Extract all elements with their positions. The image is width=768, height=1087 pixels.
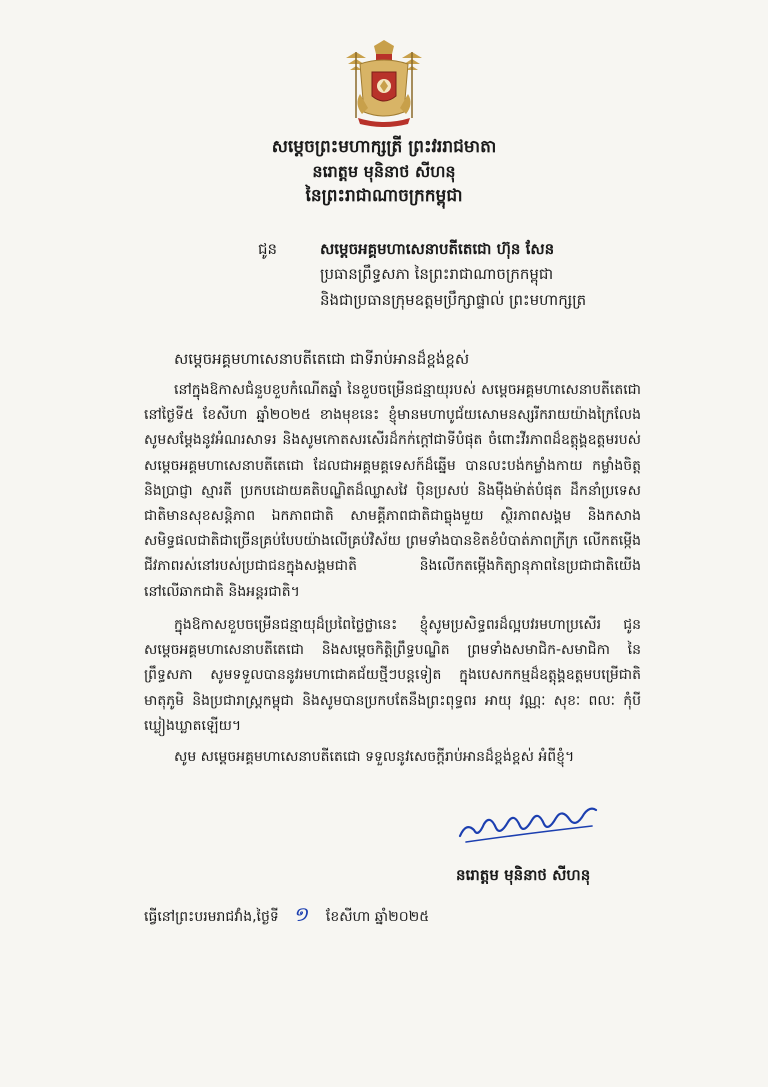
signer-name: នរោត្តម មុនិនាថ សីហនុ [456, 866, 591, 884]
handwritten-signature-icon [452, 800, 602, 848]
salutation: សម្ដេចអគ្គមហាសេនាបតីតេជោ ជាទីរាប់អានដ៏ខ្ពង់ខ្ពស់ [174, 350, 470, 368]
date-day: ១ [292, 902, 308, 926]
sender-kingdom: នៃព្រះរាជាណាចក្រកម្ពុជា [305, 186, 463, 206]
sender-name: នរោត្តម មុនិនាថ សីហនុ [312, 162, 456, 181]
date-line [144, 901, 429, 931]
date-prefix: ធ្វើនៅព្រះបរមរាជវាំង,ថ្ងៃទី [144, 909, 279, 925]
recipient-title-1: ប្រធានព្រឹទ្ធសភា នៃព្រះរាជាណាចក្រកម្ពុជា [320, 265, 554, 283]
to-label: ជូន [258, 240, 278, 258]
recipient-name: សម្ដេចអគ្គមហាសេនាបតីតេជោ ហ៊ុន សែន [320, 240, 555, 258]
body-paragraph-1: នៅក្នុងឱកាសជំនួបខួបកំណើតឆ្នាំ នៃខួបចម្រើនជន្មាយុរបស់ សម្ដេចអគ្គមហាសេនាបតីតេជោ នៅថ្ងៃទី៥ ខែសីហា ឆ្នាំ២០២៥ ខាងមុខនេះ ខ្ញុំមានមហាបូជ័យសោមនស្សរីករាយយ៉ាងក្រៃលែង សូមសម្ដែងនូវអំណរសាទរ និងសូមកោតសរសើរដ៏កក់ក្ដៅជាទីបំផុត ចំពោះវីរភាពដ៏ឧត្តុង្គឧត្តមរបស់ សម្ដេចអគ្គមហាសេនាបតីតេជោ ដែលជាអគ្គមគ្គទេសក៍ដ៏ឆ្នើម បានលះបង់កម្លាំងកាយ កម្លាំងចិត្ត និងប្រាជ្ញា ស្មារតី ប្រកបដោយគតិបណ្ឌិតដ៏ឈ្លាសវៃ ប៉ិនប្រសប់ និងម៉ឺងម៉ាត់បំផុត ដឹកនាំប្រទេសជាតិមានសុខសន្តិភាព ឯកភាពជាតិ សាមគ្គីភាពជាតិជាធ្លុងមួយ ស្ថិរភាពសង្គម និងកសាងសមិទ្ធផលជាតិជាច្រើនគ្រប់បែបយ៉ាងលើគ្រប់វិស័យ ព្រមទាំងបានខិតខំបំបាត់ភាពក្រីក្រ លើកតម្កើងជីវភាពរស់នៅរបស់ប្រជាជនក្នុងសង្គមជាតិ និងលើកតម្កើងកិត្យានុភាពនៃប្រជាជាតិយើង នៅលើឆាកជាតិ និងអន្តរជាតិ។ [144, 382, 641, 600]
recipient-title-2: និងជាប្រធានក្រុមឧត្តមប្រឹក្សាផ្ទាល់ ព្រះមហាក្សត្រ [320, 291, 587, 309]
body-paragraph-3: សូម សម្ដេចអគ្គមហាសេនាបតីតេជោ ទទួលនូវសេចក្ដីរាប់អានដ៏ខ្ពង់ខ្ពស់ អំពីខ្ញុំ។ [174, 749, 575, 765]
royal-coat-of-arms-icon [338, 38, 430, 128]
sender-title: សម្ដេចព្រះមហាក្សត្រី ព្រះវររាជមាតា [271, 137, 497, 157]
date-suffix: ខែសីហា ឆ្នាំ២០២៥ [325, 909, 430, 925]
body-paragraph-2: ក្នុងឱកាសខួបចម្រើនជន្មាយុដ៏ប្រពៃថ្លៃថ្លានេះ ខ្ញុំសូមប្រសិទ្ធពរដ៏ល្អបវរមហាប្រសើរ ជូន សម្ដេចអគ្គមហាសេនាបតីតេជោ និងសម្ដេចកិត្តិព្រឹទ្ធបណ្ឌិត ព្រមទាំងសមាជិក-សមាជិកា នៃព្រឹទ្ធសភា សូមទទួលបាននូវរមហាជោគជ័យថ្មីៗបន្តទៀត ក្នុងបេសកកម្មដ៏ឧត្តុង្គឧត្តមបម្រើជាតិ មាតុភូមិ និងប្រជារាស្ត្រកម្ពុជា និងសូមបានប្រកបតែនឹងព្រះពុទ្ធពរ អាយុ វណ្ណៈ សុខៈ ពលៈ កុំបីឃ្លៀងឃ្លាតឡើយ។ [144, 617, 641, 734]
